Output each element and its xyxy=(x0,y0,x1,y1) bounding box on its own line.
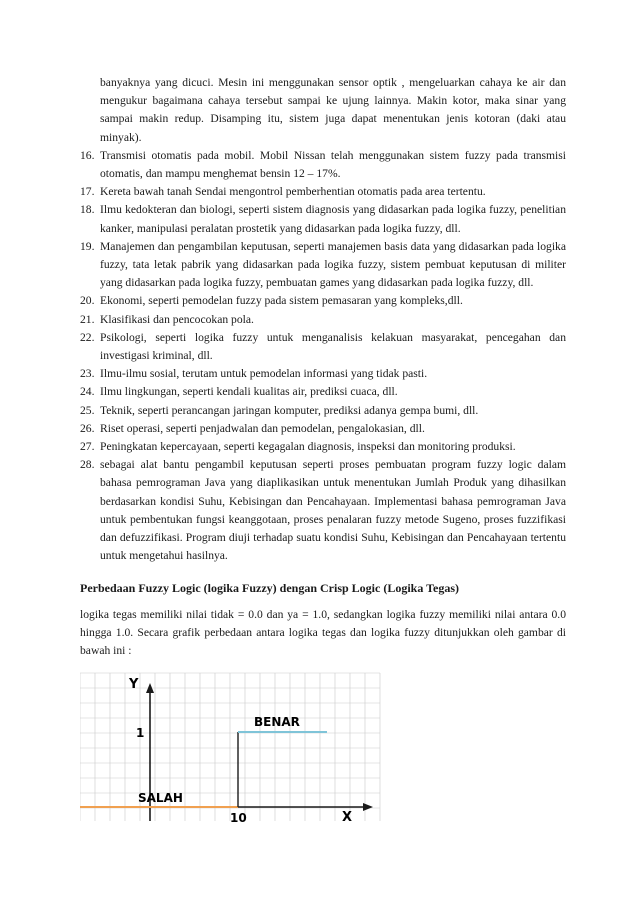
list-item xyxy=(80,201,566,237)
list-text: Riset operasi, seperti penjadwalan dan pemodelan, pengalokasian, dll. xyxy=(100,421,425,435)
list-text: Psikologi, seperti logika fuzzy untuk menganalisis kelakuan masyarakat, pencegahan dan investigasi kriminal, dll. xyxy=(100,330,566,363)
y-tick-label: 1 xyxy=(136,726,145,740)
list-number: 19. xyxy=(80,239,95,253)
list-item xyxy=(80,365,566,383)
list-item xyxy=(80,329,566,365)
list-number: 18. xyxy=(80,203,95,217)
list-item xyxy=(80,420,566,438)
list-item xyxy=(80,438,566,456)
crisp-logic-graph xyxy=(80,671,410,823)
list-text: Teknik, seperti perancangan jaringan komputer, prediksi adanya gempa bumi, dll. xyxy=(100,403,479,417)
list-text: Peningkatan kepercayaan, seperti kegagalan diagnosis, inspeksi dan monitoring produksi. xyxy=(100,440,516,454)
list-item xyxy=(80,311,566,329)
list-number: 23. xyxy=(80,367,95,381)
label-false: SALAH xyxy=(138,791,183,805)
grid xyxy=(80,673,380,821)
x-tick-label: 10 xyxy=(230,811,247,823)
crisp-logic-figure xyxy=(80,671,410,823)
list-text: banyaknya yang dicuci. Mesin ini menggunakan sensor optik , mengeluarkan cahaya ke air dan mengukur bagaimana cahaya tersebut sampai ke ujung lainnya. Makin kotor, maka sinar yang sampai makin redup. Disamping itu, sistem juga dapat menentukan jenis kotoran (daki atau minyak). xyxy=(100,76,566,144)
list-item xyxy=(80,292,566,310)
list-text: Ilmu-ilmu sosial, terutam untuk pemodelan informasi yang tidak pasti. xyxy=(100,367,428,381)
list-number: 25. xyxy=(80,403,95,417)
list-text: Ilmu lingkungan, seperti kendali kualitas air, prediksi cuaca, dll. xyxy=(100,385,398,399)
list-item xyxy=(80,183,566,201)
list-text: Klasifikasi dan pencocokan pola. xyxy=(100,312,254,326)
list-text: Manajemen dan pengambilan keputusan, seperti manajemen basis data yang didasarkan pada logika fuzzy, tata letak pabrik yang didasarkan pada logika fuzzy, sistem pembuat keputusan di militer yang didasarkan pada logika fuzzy, pembuatan games yang didasarkan pada logika fuzzy, dll. xyxy=(100,239,566,290)
list-text: sebagai alat bantu pengambil keputusan seperti proses pembuatan program fuzzy logic dalam bahasa pemrograman Java yang diaplikasikan untuk menentukan Jumlah Produk yang dihasilkan berdasarkan kondisi Suhu, Kebisingan dan Pencahayaan. Implementasi bahasa pemrograman Java untuk pembentukan fungsi keanggotaan, proses penalaran fuzzy metode Sugeno, proses fuzzifikasi dan defuzzifikasi. Program diuji terhadap suatu kondisi Suhu, Kebisingan dan Pencahayaan tertentu untuk mengetahui hasilnya. xyxy=(100,458,566,563)
list-text: Kereta bawah tanah Sendai mengontrol pemberhentian otomatis pada area tertentu. xyxy=(100,185,486,199)
section-heading: Perbedaan Fuzzy Logic (logika Fuzzy) dengan Crisp Logic (Logika Tegas) xyxy=(80,581,460,595)
list-number: 24. xyxy=(80,385,95,399)
list-item xyxy=(80,147,566,183)
list-number: 17. xyxy=(80,185,95,199)
list-number: 21. xyxy=(80,312,95,326)
y-axis-label: Y xyxy=(129,677,139,692)
list-number: 28. xyxy=(80,458,95,472)
list-number: 26. xyxy=(80,421,95,435)
x-axis-label: X xyxy=(342,810,353,823)
list-item xyxy=(80,383,566,401)
list-number: 22. xyxy=(80,330,95,344)
body-paragraph: logika tegas memiliki nilai tidak = 0.0 dan ya = 1.0, sedangkan logika fuzzy memiliki nilai antara 0.0 hingga 1.0. Secara grafik perbedaan antara logika tegas dan logika fuzzy ditunjukkan oleh gambar di bawah ini : xyxy=(80,608,566,658)
list-number: 27. xyxy=(80,440,95,454)
list-text: Ilmu kedokteran dan biologi, seperti sistem diagnosis yang didasarkan pada logika fuzzy, penelitian kanker, manipulasi peralatan prostetik yang didasarkan pada logika fuzzy, dll. xyxy=(100,203,566,235)
list-item xyxy=(80,402,566,420)
list-number: 20. xyxy=(80,294,95,308)
list-text: Transmisi otomatis pada mobil. Mobil Nissan telah menggunakan sistem fuzzy pada transmisi otomatis, dan mampu menghemat bensin 12 – 17%. xyxy=(100,148,566,181)
list-item xyxy=(80,238,566,293)
list-number: 16. xyxy=(80,148,95,162)
application-list xyxy=(80,74,566,565)
x-axis-arrow xyxy=(363,803,373,811)
list-item xyxy=(80,456,566,565)
label-true: BENAR xyxy=(254,715,300,729)
list-text: Ekonomi, seperti pemodelan fuzzy pada sistem pemasaran yang kompleks,dll. xyxy=(100,294,463,308)
list-item xyxy=(80,74,566,147)
